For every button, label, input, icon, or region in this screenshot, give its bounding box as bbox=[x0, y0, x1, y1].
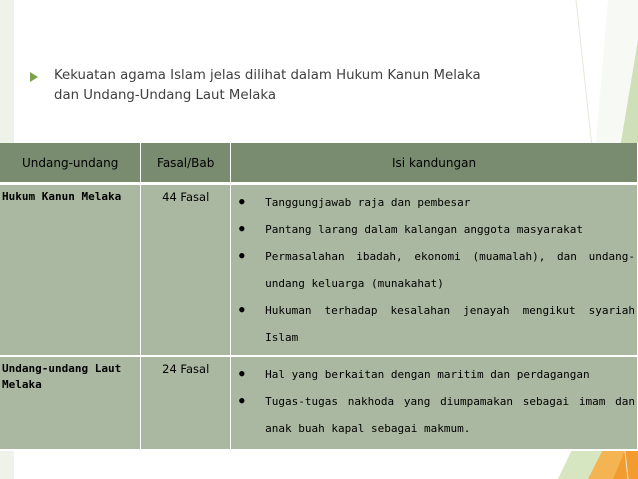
list-item: ● Tugas-tugas nakhoda yang diumpamakan sebagai imam dan anak buah kapal sebagai makmum. bbox=[235, 388, 635, 442]
law-table bbox=[0, 143, 638, 451]
content-list bbox=[231, 185, 637, 355]
arrow-bullet-icon bbox=[30, 72, 38, 82]
list-item: ● Hal yang berkaitan dengan maritim dan perdagangan bbox=[235, 361, 635, 388]
table-row bbox=[0, 184, 638, 357]
bullet-dot-icon: ● bbox=[239, 224, 245, 234]
table-row bbox=[0, 356, 638, 450]
header-fasal-bab: Fasal/Bab bbox=[141, 143, 231, 184]
fasal-count: 24 Fasal bbox=[162, 362, 210, 376]
fasal-count: 44 Fasal bbox=[162, 190, 210, 204]
list-item: ● Hukuman terhadap kesalahan jenayah mengikut syariah Islam bbox=[235, 297, 635, 351]
header-isi-kandungan: Isi kandungan bbox=[231, 143, 638, 184]
list-item: ● Pantang larang dalam kalangan anggota masyarakat bbox=[235, 216, 635, 243]
header-undang-undang: Undang-undang bbox=[0, 143, 141, 184]
intro-bullet bbox=[30, 66, 500, 106]
bullet-dot-icon: ● bbox=[239, 369, 245, 379]
table-header-row bbox=[0, 143, 638, 184]
bullet-dot-icon: ● bbox=[239, 251, 245, 261]
list-item: ● Permasalahan ibadah, ekonomi (muamalah), dan undang-undang keluarga (munakahat) bbox=[235, 243, 635, 297]
law-name: Hukum Kanun Melaka bbox=[2, 190, 122, 203]
bullet-dot-icon: ● bbox=[239, 197, 245, 207]
content-list bbox=[231, 357, 637, 446]
intro-bullet-text: Kekuatan agama Islam jelas dilihat dalam Hukum Kanun Melaka dan Undang-Undang Laut Melaka bbox=[54, 68, 481, 103]
law-name: Undang-undang Laut Melaka bbox=[2, 362, 122, 391]
bullet-dot-icon: ● bbox=[239, 305, 245, 315]
bullet-dot-icon: ● bbox=[239, 396, 245, 406]
list-item: ● Tanggungjawab raja dan pembesar bbox=[235, 189, 635, 216]
